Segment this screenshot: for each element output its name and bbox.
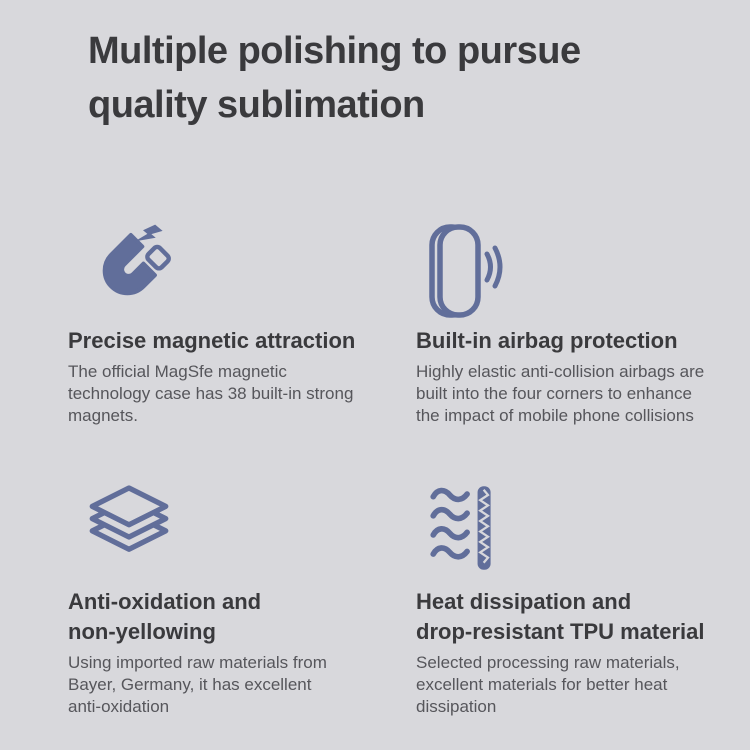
feature-description-line: dissipation	[416, 697, 497, 716]
page-title-line-1: Multiple polishing to pursue	[88, 30, 581, 72]
phone-case-shockwave-icon-svg	[428, 221, 506, 321]
feature-heading	[416, 326, 748, 356]
feature-description-line: anti-oxidation	[68, 697, 170, 716]
shock-wave-small-shape	[487, 254, 491, 280]
magnet-lightning-icon-svg	[80, 221, 174, 315]
feature-description-line: The official MagSfe magnetic	[68, 362, 287, 381]
feature-heading-line: drop-resistant TPU material	[416, 619, 705, 644]
stacked-layers-icon-svg	[80, 482, 178, 564]
heat-dissipation-icon-svg	[428, 482, 508, 574]
heat-wave-shape	[433, 510, 467, 519]
feature-heading-line: Precise magnetic attraction	[68, 328, 356, 353]
feature-description	[68, 652, 400, 718]
feature-description-line: Using imported raw materials from	[68, 653, 327, 672]
feature-description-line: Highly elastic anti-collision airbags are	[416, 362, 705, 381]
feature-heading	[68, 326, 400, 356]
feature-description-line: technology case has 38 built-in strong	[68, 384, 354, 403]
feature-card-magnetic-attraction	[66, 215, 400, 427]
shock-wave-large-shape	[495, 248, 500, 286]
feature-card-airbag-protection	[414, 215, 748, 427]
heat-wave-shape	[433, 529, 467, 538]
magnet-pole-tip-shape	[146, 245, 171, 270]
heat-wave-shape	[433, 491, 467, 500]
feature-card-anti-oxidation	[66, 476, 400, 718]
feature-heading-line: Heat dissipation and	[416, 589, 632, 614]
heat-wave-shape	[433, 548, 467, 557]
feature-description	[416, 652, 748, 718]
feature-heading-line: non-yellowing	[68, 619, 216, 644]
feature-description-line: the impact of mobile phone collisions	[416, 406, 694, 425]
feature-description	[68, 361, 400, 427]
horseshoe-magnet-shape	[95, 235, 163, 303]
feature-heading	[416, 587, 748, 647]
feature-description-line: Selected processing raw materials,	[416, 653, 680, 672]
feature-card-heat-dissipation	[414, 476, 748, 718]
magnet-lightning-icon	[66, 215, 400, 313]
feature-description-line: excellent materials for better heat	[416, 675, 668, 694]
feature-description-line: built into the four corners to enhance	[416, 384, 692, 403]
feature-description-line: magnets.	[68, 406, 138, 425]
feature-heading	[68, 587, 400, 647]
page-title	[88, 24, 581, 132]
feature-description-line: Bayer, Germany, it has excellent	[68, 675, 312, 694]
page-title-line-2: quality sublimation	[88, 84, 425, 126]
phone-case-shockwave-icon	[414, 215, 748, 313]
stacked-layers-icon	[66, 476, 400, 574]
feature-heading-line: Anti-oxidation and	[68, 589, 262, 614]
heat-dissipation-icon	[414, 476, 748, 574]
feature-description	[416, 361, 748, 427]
case-front-shell-shape	[440, 227, 478, 315]
feature-heading-line: Built-in airbag protection	[416, 328, 678, 353]
